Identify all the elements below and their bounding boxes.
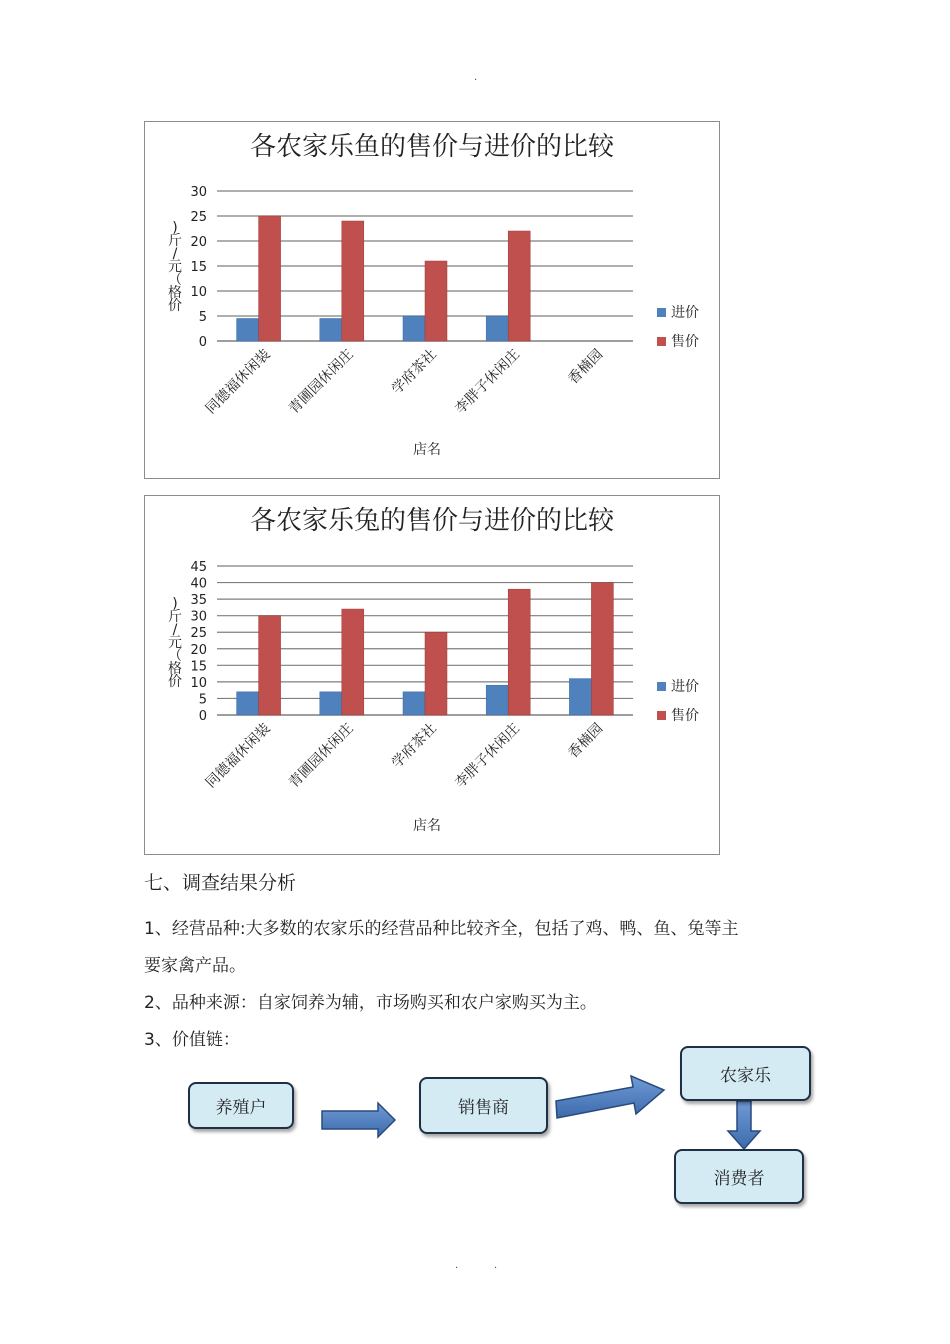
x-category-label: 李胖子休闲庄 bbox=[452, 346, 524, 418]
analysis-item-2: 2、品种来源：自家饲养为辅，市场购买和农户家购买为主。 bbox=[144, 993, 597, 1013]
bar-cost-0 bbox=[237, 692, 259, 715]
bar-cost-4 bbox=[569, 679, 591, 715]
legend-label-1: 售价 bbox=[671, 708, 699, 724]
node-seller bbox=[419, 1077, 548, 1134]
bar-price-0 bbox=[259, 616, 281, 715]
x-category-label: 青圃园休闲庄 bbox=[285, 720, 357, 792]
y-axis-title-char: 斤 bbox=[168, 233, 182, 249]
bar-price-2 bbox=[425, 261, 447, 341]
node-breeder-label: 养殖户 bbox=[215, 1098, 267, 1118]
fish-price-chart bbox=[144, 121, 720, 479]
legend-label-0: 进价 bbox=[671, 305, 699, 321]
node-consumer bbox=[674, 1149, 804, 1204]
y-axis-title-char: 元 bbox=[168, 259, 182, 275]
y-axis-title-char: 格 bbox=[168, 661, 182, 677]
x-category-label: 学府茶社 bbox=[388, 346, 440, 398]
y-tick-label: 35 bbox=[190, 593, 207, 609]
y-axis-title-char: ) bbox=[172, 220, 178, 236]
analysis-item-1-line-1: 1、经营品种:大多数的农家乐的经营品种比较齐全，包括了鸡、鸭、鱼、兔等主 bbox=[144, 919, 739, 939]
x-axis-title: 店名 bbox=[413, 818, 441, 834]
chart-title: 各农家乐鱼的售价与进价的比较 bbox=[249, 132, 615, 162]
node-breeder bbox=[188, 1082, 294, 1129]
y-axis-title-char: 格 bbox=[168, 285, 182, 301]
x-category-label: 青圃园休闲庄 bbox=[285, 346, 357, 418]
chart-svg bbox=[145, 122, 719, 478]
bar-price-2 bbox=[425, 632, 447, 715]
x-category-label: 香楠园 bbox=[565, 720, 607, 762]
y-tick-label: 30 bbox=[190, 609, 207, 625]
y-axis-title-char: / bbox=[172, 246, 178, 262]
y-tick-label: 5 bbox=[198, 692, 207, 708]
legend-swatch-0 bbox=[657, 308, 666, 317]
bar-cost-0 bbox=[237, 319, 259, 342]
y-tick-label: 15 bbox=[190, 260, 207, 275]
analysis-item-1-line-2: 要家禽产品。 bbox=[144, 956, 246, 976]
y-tick-label: 0 bbox=[198, 335, 207, 350]
footer-mark-2: . bbox=[494, 1260, 498, 1271]
legend-swatch-0 bbox=[657, 682, 666, 691]
y-tick-label: 10 bbox=[190, 675, 207, 691]
y-tick-label: 40 bbox=[190, 576, 207, 592]
y-axis-title-char: 斤 bbox=[168, 609, 182, 625]
bar-price-0 bbox=[259, 216, 281, 341]
rabbit-price-chart bbox=[144, 495, 720, 855]
y-axis-title-char: ) bbox=[172, 596, 178, 612]
chart-title: 各农家乐兔的售价与进价的比较 bbox=[249, 506, 615, 536]
x-category-label: 香楠园 bbox=[565, 346, 607, 388]
y-tick-label: 0 bbox=[198, 709, 207, 724]
bar-cost-1 bbox=[320, 319, 342, 342]
bar-price-1 bbox=[342, 609, 364, 715]
bar-price-4 bbox=[591, 583, 613, 715]
analysis-item-3: 3、价值链： bbox=[144, 1030, 240, 1050]
arrow-down bbox=[728, 1101, 760, 1149]
y-tick-label: 45 bbox=[190, 560, 207, 575]
legend-label-1: 售价 bbox=[671, 334, 699, 350]
y-tick-label: 30 bbox=[190, 185, 207, 200]
x-axis-title: 店名 bbox=[413, 442, 441, 458]
y-axis-title-char: （ bbox=[168, 272, 182, 288]
bar-cost-3 bbox=[486, 316, 508, 341]
y-axis-title-char: 价 bbox=[168, 674, 182, 690]
x-category-label: 学府茶社 bbox=[388, 720, 440, 772]
y-axis-title-char: 价 bbox=[168, 298, 182, 314]
legend-label-0: 进价 bbox=[671, 679, 699, 695]
y-axis-title-char: （ bbox=[168, 648, 182, 664]
y-tick-label: 25 bbox=[190, 210, 207, 225]
bar-cost-3 bbox=[486, 685, 508, 715]
x-category-label: 同德福休闲装 bbox=[202, 720, 274, 792]
x-category-label: 同德福休闲装 bbox=[202, 346, 274, 418]
chart-svg bbox=[145, 496, 719, 854]
footer-mark-1: . bbox=[455, 1260, 459, 1271]
node-seller-label: 销售商 bbox=[458, 1098, 509, 1118]
bar-price-3 bbox=[508, 589, 530, 715]
analysis-heading: 七、调查结果分析 bbox=[144, 872, 297, 894]
legend-swatch-1 bbox=[657, 711, 666, 720]
bar-cost-2 bbox=[403, 692, 425, 715]
y-tick-label: 15 bbox=[190, 659, 207, 675]
y-tick-label: 20 bbox=[190, 235, 207, 250]
bar-price-3 bbox=[508, 231, 530, 341]
bar-price-1 bbox=[342, 221, 364, 341]
y-axis-title-char: / bbox=[172, 622, 178, 638]
legend-swatch-1 bbox=[657, 337, 666, 346]
arrow-right-1 bbox=[322, 1103, 395, 1137]
node-farmhouse bbox=[680, 1046, 811, 1101]
bar-cost-2 bbox=[403, 316, 425, 341]
y-tick-label: 10 bbox=[190, 285, 207, 300]
arrow-up-right bbox=[556, 1076, 664, 1118]
bar-cost-1 bbox=[320, 692, 342, 715]
y-tick-label: 20 bbox=[190, 642, 207, 658]
y-tick-label: 25 bbox=[190, 626, 207, 642]
header-mark: . bbox=[474, 72, 478, 83]
y-axis-title-char: 元 bbox=[168, 635, 182, 651]
y-tick-label: 5 bbox=[198, 310, 207, 325]
node-consumer-label: 消费者 bbox=[713, 1169, 765, 1189]
x-category-label: 李胖子休闲庄 bbox=[452, 720, 524, 792]
node-farmhouse-label: 农家乐 bbox=[720, 1066, 771, 1086]
